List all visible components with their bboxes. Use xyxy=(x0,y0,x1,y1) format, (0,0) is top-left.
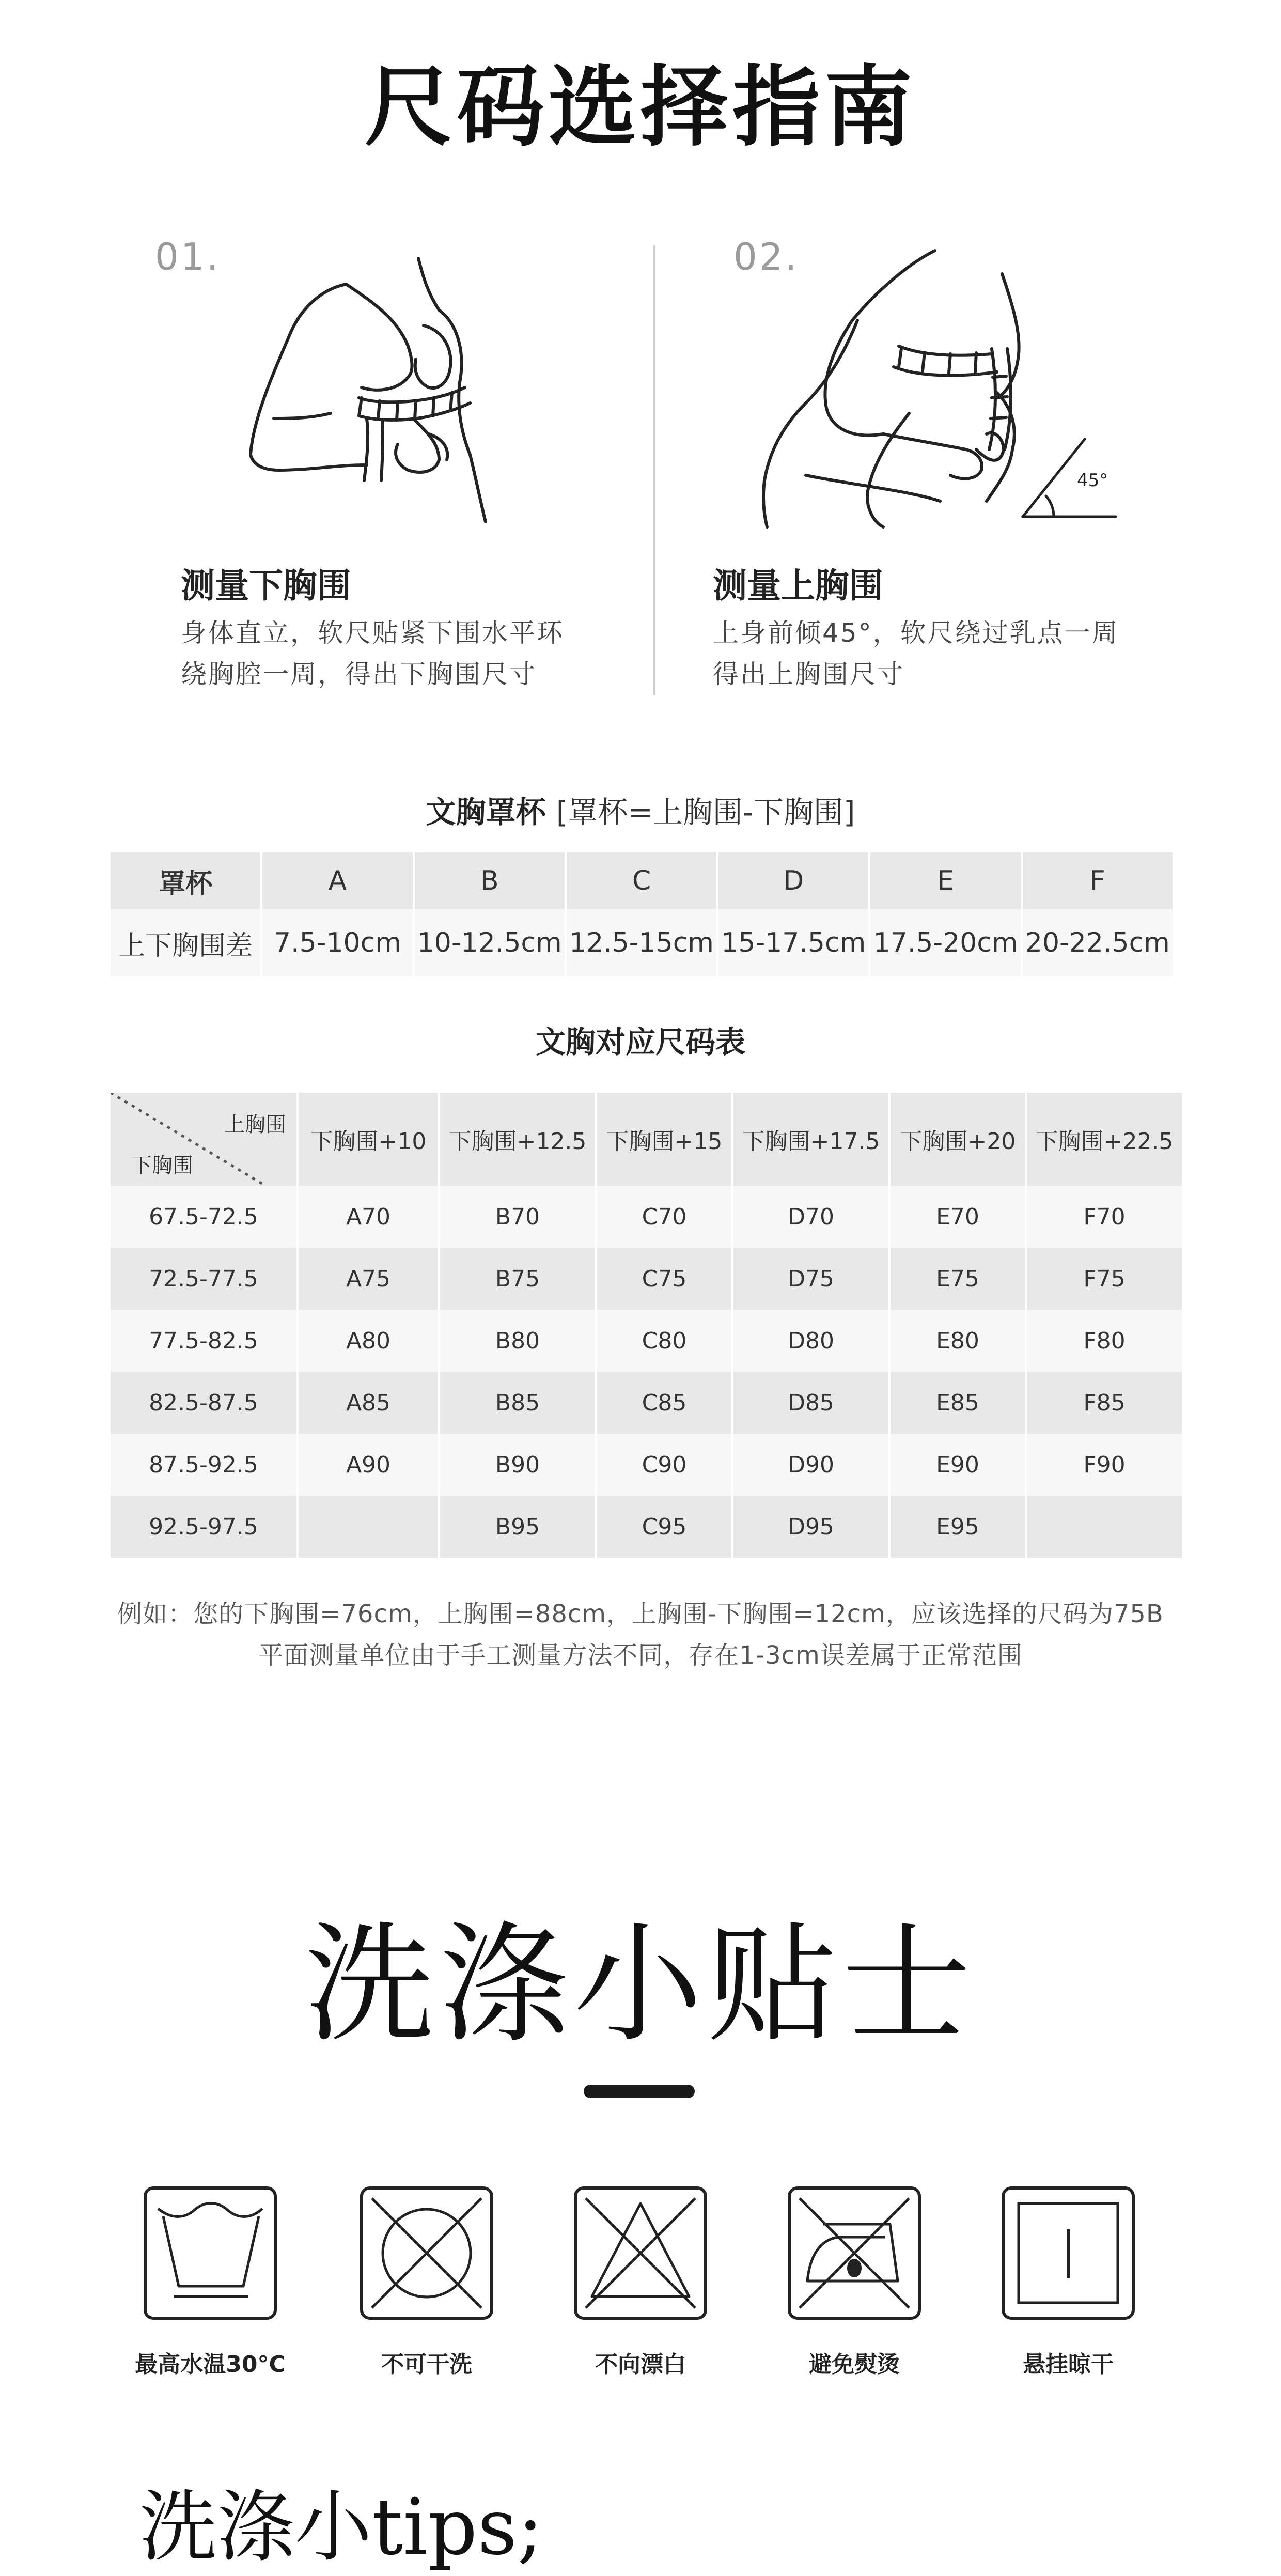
cup-header-cell: F xyxy=(1023,852,1173,909)
size-cell: C70 xyxy=(597,1186,731,1248)
step-1-number: 01. xyxy=(155,235,221,278)
size-cell: E70 xyxy=(891,1186,1025,1248)
cup-row-cell: 15-17.5cm xyxy=(718,909,868,976)
washing-title-underline xyxy=(584,2085,695,2098)
cup-row-cell: 7.5-10cm xyxy=(262,909,412,976)
cup-header-cell: E xyxy=(870,852,1020,909)
size-cell: D80 xyxy=(733,1310,888,1372)
size-cell: A85 xyxy=(299,1372,438,1434)
size-cell: E95 xyxy=(891,1496,1025,1558)
cup-table-title-note: [罩杯=上胸围-下胸围] xyxy=(556,795,855,830)
size-table-title: 文胸对应尺码表 xyxy=(535,1025,745,1060)
step-1-desc-line2: 绕胸腔一周，得出下胸围尺寸 xyxy=(181,659,537,689)
step-2-heading: 测量上胸围 xyxy=(713,566,883,606)
size-table-header-row xyxy=(111,1093,1182,1186)
step-1-desc-line1: 身体直立，软尺贴紧下围水平环 xyxy=(181,618,564,648)
size-table xyxy=(108,1093,1184,1558)
size-cell: F75 xyxy=(1027,1248,1182,1310)
step-2-number: 02. xyxy=(733,235,799,278)
cup-row-cell: 10-12.5cm xyxy=(415,909,565,976)
size-cell: F80 xyxy=(1027,1310,1182,1372)
size-cell: 92.5-97.5 xyxy=(111,1496,296,1558)
size-table-row xyxy=(111,1434,1182,1496)
cup-header-cell: D xyxy=(718,852,868,909)
size-cell: E80 xyxy=(891,1310,1025,1372)
size-cell: 77.5-82.5 xyxy=(111,1310,296,1372)
size-cell: C75 xyxy=(597,1248,731,1310)
cup-table-header-row xyxy=(111,852,1173,909)
size-cell: A80 xyxy=(299,1310,438,1372)
size-table-corner xyxy=(111,1093,296,1186)
no-dry-clean-label: 不可干洗 xyxy=(381,2351,472,2378)
size-cell: B75 xyxy=(440,1248,595,1310)
angle-label: 45° xyxy=(1077,470,1108,491)
wash-30-label: 最高水温30°C xyxy=(135,2351,286,2378)
size-cell: B90 xyxy=(440,1434,595,1496)
size-cell: B85 xyxy=(440,1372,595,1434)
size-table-row xyxy=(111,1310,1182,1372)
hang-dry-icon xyxy=(1001,2185,1136,2321)
size-cell: D95 xyxy=(733,1496,888,1558)
cup-table-title-text: 文胸罩杯 xyxy=(426,795,546,830)
size-cell: 87.5-92.5 xyxy=(111,1434,296,1496)
size-cell: C85 xyxy=(597,1372,731,1434)
size-table-row xyxy=(111,1372,1182,1434)
no-iron-icon xyxy=(787,2185,922,2321)
example-note: 例如：您的下胸围=76cm，上胸围=88cm，上胸围-下胸围=12cm，应该选择的尺码为75B xyxy=(117,1600,1164,1628)
washing-title: 洗涤小贴士 xyxy=(305,1910,976,2060)
cup-header-cell: A xyxy=(262,852,412,909)
cup-table xyxy=(108,852,1175,976)
tolerance-note: 平面测量单位由于手工测量方法不同，存在1-3cm误差属于正常范围 xyxy=(258,1641,1023,1670)
size-cell: F85 xyxy=(1027,1372,1182,1434)
corner-top-label: 上胸围 xyxy=(224,1113,286,1137)
corner-bottom-label: 下胸围 xyxy=(131,1154,193,1177)
size-table-row xyxy=(111,1248,1182,1310)
measure-overbust-illustration xyxy=(754,243,1126,532)
cup-header-cell: C xyxy=(567,852,716,909)
size-cell: E75 xyxy=(891,1248,1025,1310)
size-cell: C95 xyxy=(597,1496,731,1558)
size-cell: D70 xyxy=(733,1186,888,1248)
size-cell: A90 xyxy=(299,1434,438,1496)
steps-divider xyxy=(653,245,655,695)
size-cell: A75 xyxy=(299,1248,438,1310)
size-col-header: 下胸围+17.5 xyxy=(733,1093,888,1186)
step-2-desc-line2: 得出上胸围尺寸 xyxy=(713,659,904,689)
size-cell: 82.5-87.5 xyxy=(111,1372,296,1434)
cup-row-cell: 上下胸围差 xyxy=(111,909,260,976)
size-cell: F90 xyxy=(1027,1434,1182,1496)
size-cell: 72.5-77.5 xyxy=(111,1248,296,1310)
size-col-header: 下胸围+12.5 xyxy=(440,1093,595,1186)
wash-30-icon xyxy=(143,2185,278,2321)
size-cell: C80 xyxy=(597,1310,731,1372)
size-col-header: 下胸围+22.5 xyxy=(1027,1093,1182,1186)
size-cell: B70 xyxy=(440,1186,595,1248)
cup-row-cell: 17.5-20cm xyxy=(870,909,1020,976)
step-1-heading: 测量下胸围 xyxy=(181,566,351,606)
page-title: 尺码选择指南 xyxy=(364,56,916,159)
measure-underbust-illustration xyxy=(243,248,532,537)
size-cell: D90 xyxy=(733,1434,888,1496)
size-cell: E85 xyxy=(891,1372,1025,1434)
hang-dry-label: 悬挂晾干 xyxy=(1023,2351,1114,2378)
size-cell: F70 xyxy=(1027,1186,1182,1248)
tips-title: 洗涤小tips; xyxy=(139,2482,543,2572)
cup-header-cell: B xyxy=(415,852,565,909)
size-cell: A70 xyxy=(299,1186,438,1248)
no-iron-label: 避免熨烫 xyxy=(809,2351,900,2378)
cup-row-cell: 12.5-15cm xyxy=(567,909,716,976)
size-cell: C90 xyxy=(597,1434,731,1496)
size-table-row xyxy=(111,1496,1182,1558)
size-col-header: 下胸围+15 xyxy=(597,1093,731,1186)
size-cell xyxy=(1027,1496,1182,1558)
step-2-desc-line1: 上身前倾45°，软尺绕过乳点一周 xyxy=(713,618,1119,648)
size-col-header: 下胸围+20 xyxy=(891,1093,1025,1186)
size-cell xyxy=(299,1496,438,1558)
size-cell: D85 xyxy=(733,1372,888,1434)
cup-table-title xyxy=(0,788,1281,831)
size-cell: E90 xyxy=(891,1434,1025,1496)
size-table-row xyxy=(111,1186,1182,1248)
size-cell: B95 xyxy=(440,1496,595,1558)
no-dry-clean-icon xyxy=(359,2185,494,2321)
cup-header-cell: 罩杯 xyxy=(111,852,260,909)
cup-row-cell: 20-22.5cm xyxy=(1023,909,1173,976)
size-col-header: 下胸围+10 xyxy=(299,1093,438,1186)
size-cell: B80 xyxy=(440,1310,595,1372)
size-cell: 67.5-72.5 xyxy=(111,1186,296,1248)
no-bleach-icon xyxy=(573,2185,708,2321)
cup-table-row xyxy=(111,909,1173,976)
no-bleach-label: 不向漂白 xyxy=(595,2351,686,2378)
size-cell: D75 xyxy=(733,1248,888,1310)
